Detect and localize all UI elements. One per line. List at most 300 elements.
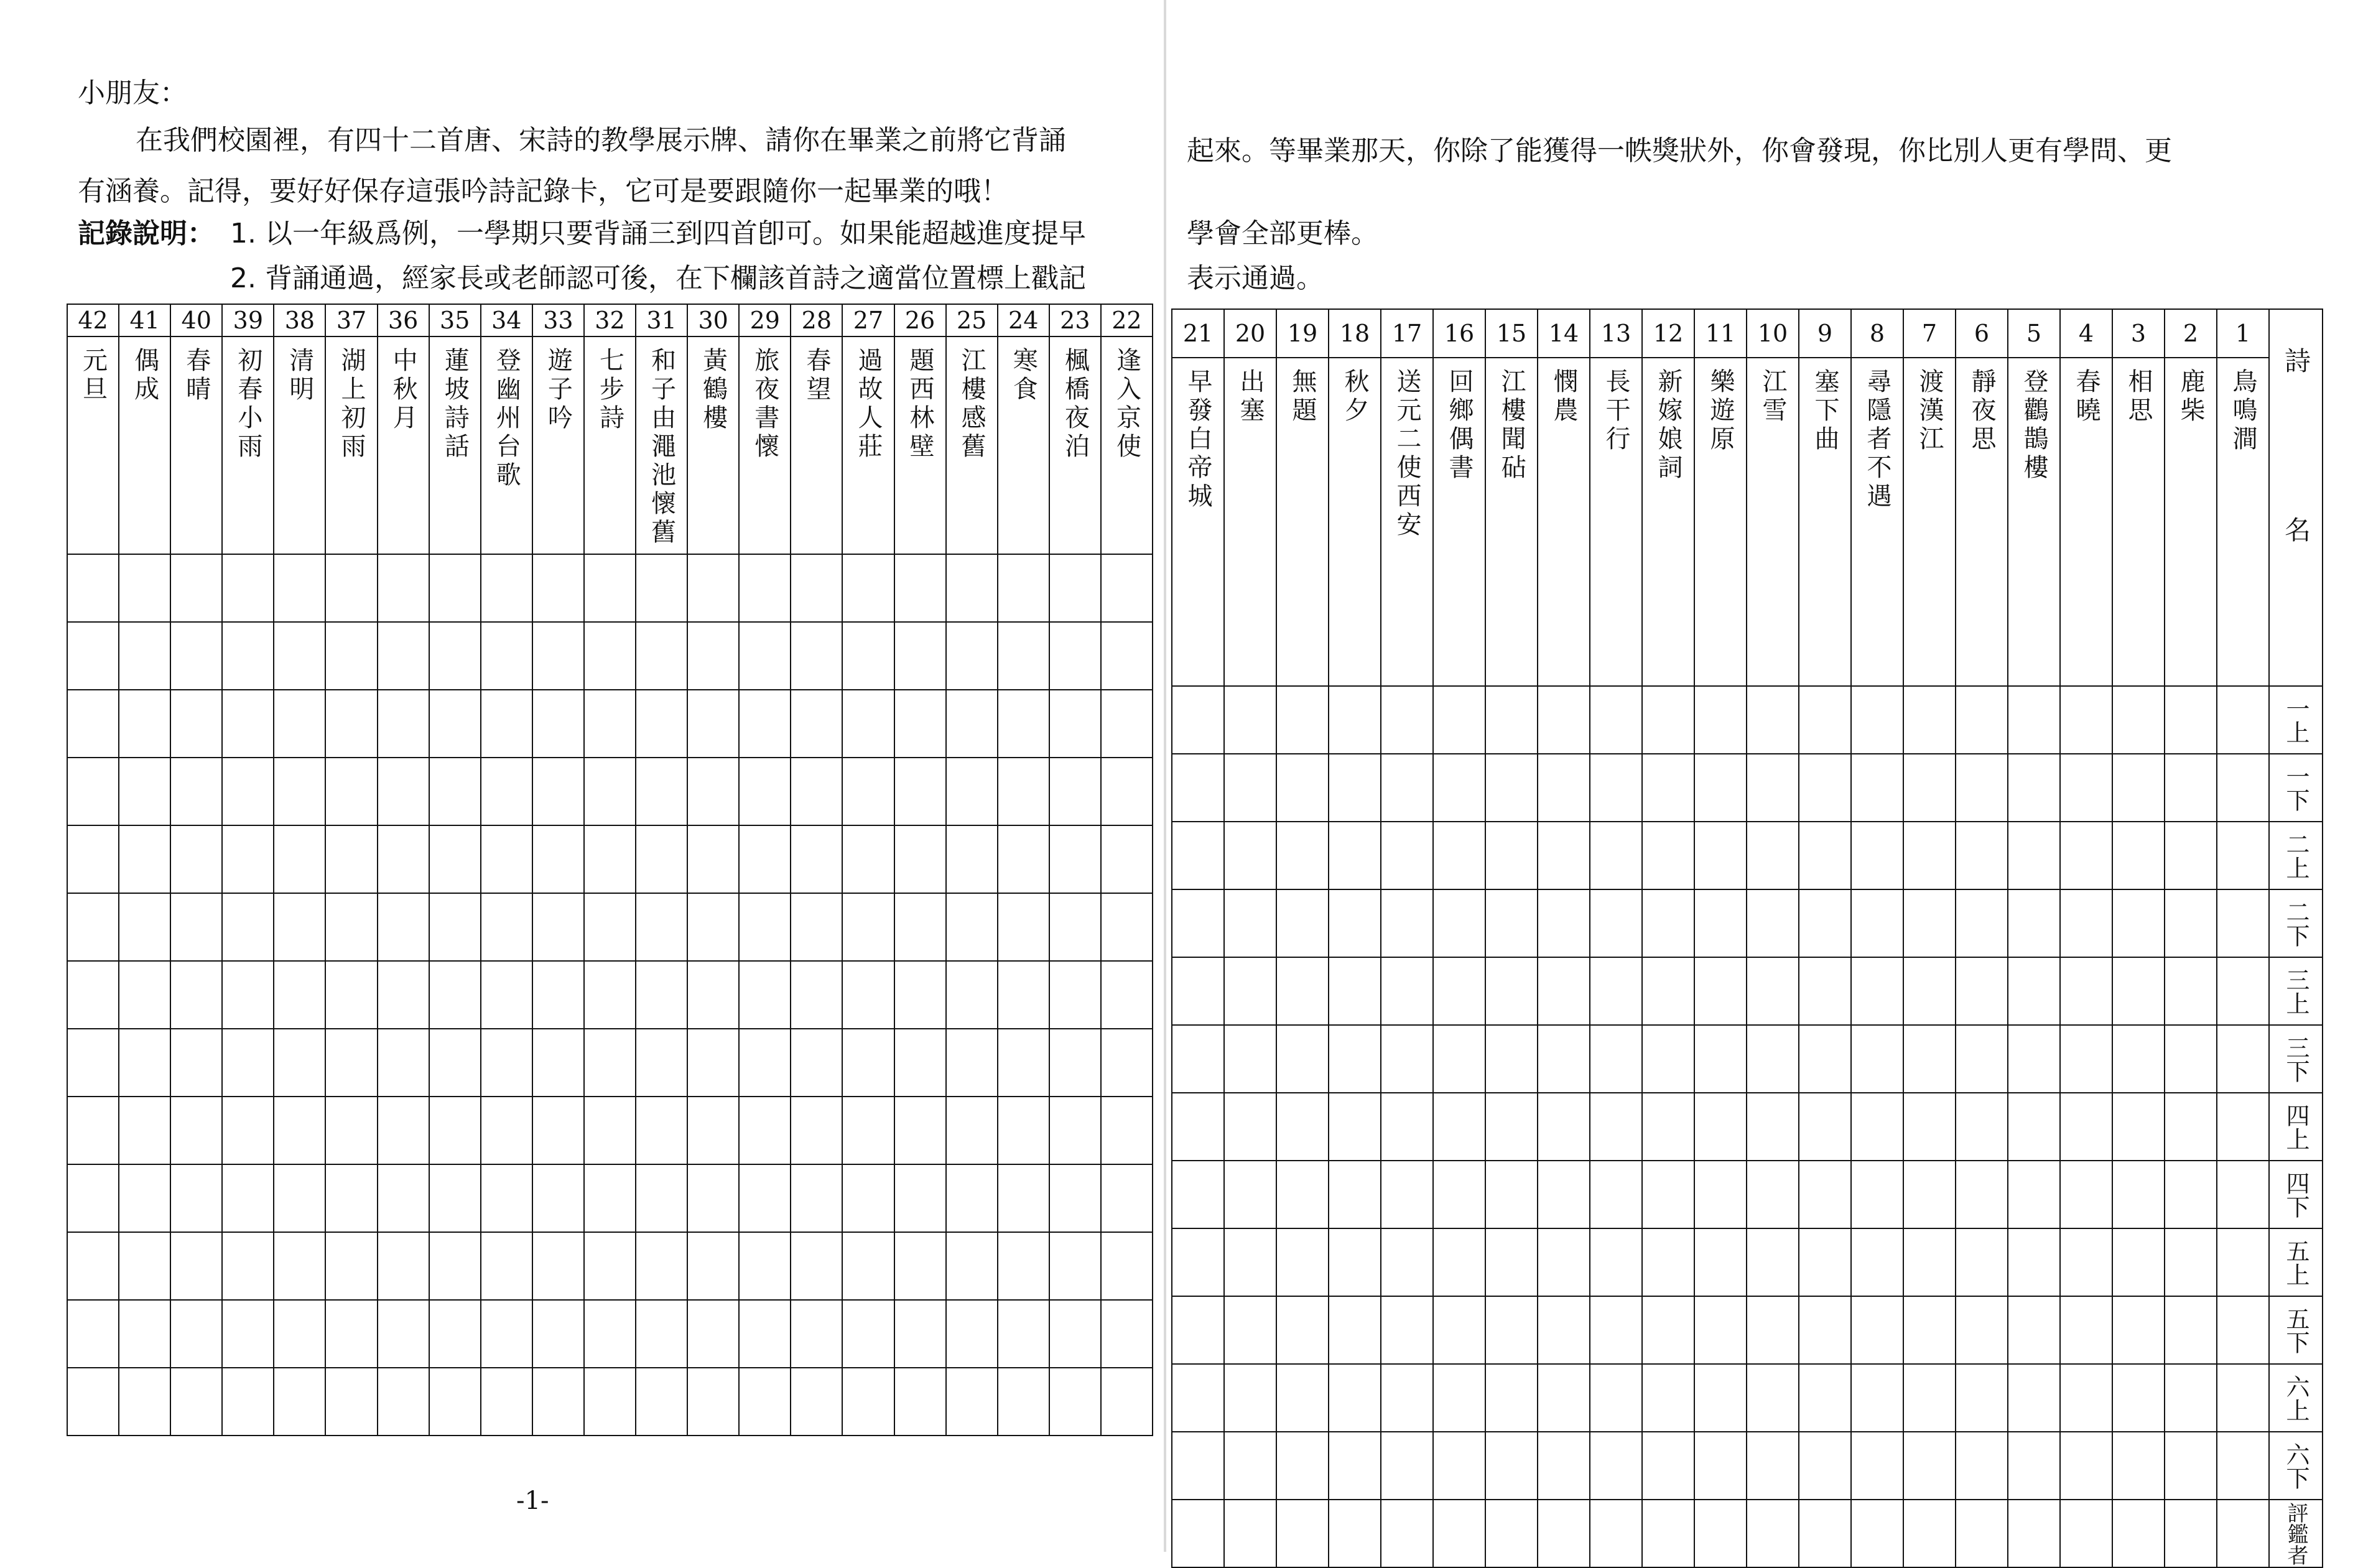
stamp-cell[interactable]: [1049, 1368, 1101, 1436]
stamp-cell[interactable]: [481, 961, 532, 1029]
stamp-cell[interactable]: [687, 1368, 739, 1436]
stamp-cell[interactable]: [894, 690, 946, 758]
stamp-cell[interactable]: [1747, 1500, 1799, 1567]
stamp-cell[interactable]: [1381, 1364, 1433, 1432]
stamp-cell[interactable]: [378, 1232, 429, 1300]
stamp-cell[interactable]: [2112, 822, 2165, 889]
stamp-cell[interactable]: [636, 690, 687, 758]
stamp-cell[interactable]: [170, 1097, 222, 1164]
stamp-cell[interactable]: [274, 1164, 325, 1232]
stamp-cell[interactable]: [1903, 1228, 1956, 1296]
stamp-cell[interactable]: [1172, 1296, 1224, 1364]
stamp-cell[interactable]: [1276, 1364, 1329, 1432]
stamp-cell[interactable]: [998, 825, 1049, 893]
stamp-cell[interactable]: [274, 622, 325, 690]
stamp-cell[interactable]: [1799, 1228, 1851, 1296]
stamp-cell[interactable]: [274, 758, 325, 825]
stamp-cell[interactable]: [1747, 822, 1799, 889]
stamp-cell[interactable]: [222, 825, 274, 893]
stamp-cell[interactable]: [429, 554, 481, 622]
stamp-cell[interactable]: [1101, 554, 1153, 622]
stamp-cell[interactable]: [170, 1029, 222, 1097]
stamp-cell[interactable]: [67, 825, 119, 893]
stamp-cell[interactable]: [1381, 1432, 1433, 1500]
stamp-cell[interactable]: [1433, 686, 1485, 754]
stamp-cell[interactable]: [894, 1232, 946, 1300]
stamp-cell[interactable]: [842, 1029, 894, 1097]
stamp-cell[interactable]: [378, 1029, 429, 1097]
stamp-cell[interactable]: [325, 1164, 377, 1232]
stamp-cell[interactable]: [1276, 889, 1329, 957]
stamp-cell[interactable]: [1224, 822, 1276, 889]
stamp-cell[interactable]: [1101, 825, 1153, 893]
stamp-cell[interactable]: [1851, 1364, 1903, 1432]
stamp-cell[interactable]: [1903, 1161, 1956, 1228]
stamp-cell[interactable]: [1101, 758, 1153, 825]
stamp-cell[interactable]: [1433, 1432, 1485, 1500]
stamp-cell[interactable]: [1224, 1025, 1276, 1093]
stamp-cell[interactable]: [998, 1368, 1049, 1436]
stamp-cell[interactable]: [429, 961, 481, 1029]
stamp-cell[interactable]: [170, 1232, 222, 1300]
stamp-cell[interactable]: [1433, 1296, 1485, 1364]
stamp-cell[interactable]: [1538, 1161, 1590, 1228]
stamp-cell[interactable]: [1381, 1228, 1433, 1296]
stamp-cell[interactable]: [378, 1164, 429, 1232]
stamp-cell[interactable]: [1642, 754, 1694, 822]
stamp-cell[interactable]: [1224, 1093, 1276, 1161]
stamp-cell[interactable]: [481, 1300, 532, 1368]
stamp-cell[interactable]: [842, 1368, 894, 1436]
stamp-cell[interactable]: [791, 1097, 842, 1164]
stamp-cell[interactable]: [1276, 1228, 1329, 1296]
stamp-cell[interactable]: [946, 1300, 998, 1368]
stamp-cell[interactable]: [2217, 957, 2269, 1025]
stamp-cell[interactable]: [636, 1164, 687, 1232]
stamp-cell[interactable]: [1694, 1296, 1747, 1364]
stamp-cell[interactable]: [1590, 1161, 1642, 1228]
stamp-cell[interactable]: [1538, 1025, 1590, 1093]
stamp-cell[interactable]: [1590, 1500, 1642, 1567]
stamp-cell[interactable]: [636, 758, 687, 825]
stamp-cell[interactable]: [1903, 889, 1956, 957]
stamp-cell[interactable]: [222, 554, 274, 622]
stamp-cell[interactable]: [584, 1368, 636, 1436]
stamp-cell[interactable]: [946, 758, 998, 825]
stamp-cell[interactable]: [1694, 686, 1747, 754]
stamp-cell[interactable]: [2217, 1093, 2269, 1161]
stamp-cell[interactable]: [739, 1368, 791, 1436]
stamp-cell[interactable]: [1049, 1029, 1101, 1097]
stamp-cell[interactable]: [1224, 754, 1276, 822]
stamp-cell[interactable]: [636, 622, 687, 690]
stamp-cell[interactable]: [1485, 1161, 1538, 1228]
stamp-cell[interactable]: [1538, 1228, 1590, 1296]
stamp-cell[interactable]: [429, 825, 481, 893]
stamp-cell[interactable]: [67, 622, 119, 690]
stamp-cell[interactable]: [1276, 686, 1329, 754]
stamp-cell[interactable]: [532, 825, 584, 893]
stamp-cell[interactable]: [1049, 1097, 1101, 1164]
stamp-cell[interactable]: [170, 1164, 222, 1232]
stamp-cell[interactable]: [119, 1097, 170, 1164]
stamp-cell[interactable]: [894, 1164, 946, 1232]
stamp-cell[interactable]: [2217, 754, 2269, 822]
stamp-cell[interactable]: [842, 825, 894, 893]
stamp-cell[interactable]: [1224, 1296, 1276, 1364]
stamp-cell[interactable]: [739, 1164, 791, 1232]
stamp-cell[interactable]: [584, 1164, 636, 1232]
stamp-cell[interactable]: [946, 1097, 998, 1164]
stamp-cell[interactable]: [1276, 754, 1329, 822]
stamp-cell[interactable]: [2165, 754, 2217, 822]
stamp-cell[interactable]: [894, 961, 946, 1029]
stamp-cell[interactable]: [532, 1368, 584, 1436]
stamp-cell[interactable]: [1903, 1093, 1956, 1161]
stamp-cell[interactable]: [274, 825, 325, 893]
stamp-cell[interactable]: [636, 825, 687, 893]
stamp-cell[interactable]: [378, 1097, 429, 1164]
stamp-cell[interactable]: [378, 1368, 429, 1436]
stamp-cell[interactable]: [1642, 889, 1694, 957]
stamp-cell[interactable]: [2217, 1296, 2269, 1364]
stamp-cell[interactable]: [2008, 1025, 2060, 1093]
stamp-cell[interactable]: [2112, 1228, 2165, 1296]
stamp-cell[interactable]: [325, 554, 377, 622]
stamp-cell[interactable]: [2217, 1161, 2269, 1228]
stamp-cell[interactable]: [325, 825, 377, 893]
stamp-cell[interactable]: [274, 1368, 325, 1436]
stamp-cell[interactable]: [894, 758, 946, 825]
stamp-cell[interactable]: [119, 1368, 170, 1436]
stamp-cell[interactable]: [2060, 889, 2112, 957]
stamp-cell[interactable]: [1747, 1364, 1799, 1432]
stamp-cell[interactable]: [67, 758, 119, 825]
stamp-cell[interactable]: [2112, 957, 2165, 1025]
stamp-cell[interactable]: [1276, 1500, 1329, 1567]
stamp-cell[interactable]: [1903, 754, 1956, 822]
stamp-cell[interactable]: [894, 1097, 946, 1164]
stamp-cell[interactable]: [222, 1300, 274, 1368]
stamp-cell[interactable]: [1329, 754, 1381, 822]
stamp-cell[interactable]: [429, 1097, 481, 1164]
stamp-cell[interactable]: [378, 893, 429, 961]
stamp-cell[interactable]: [2112, 754, 2165, 822]
stamp-cell[interactable]: [481, 758, 532, 825]
stamp-cell[interactable]: [1433, 1364, 1485, 1432]
stamp-cell[interactable]: [1956, 1364, 2008, 1432]
stamp-cell[interactable]: [998, 1300, 1049, 1368]
stamp-cell[interactable]: [1538, 754, 1590, 822]
stamp-cell[interactable]: [946, 825, 998, 893]
stamp-cell[interactable]: [532, 1232, 584, 1300]
stamp-cell[interactable]: [1485, 1500, 1538, 1567]
stamp-cell[interactable]: [791, 893, 842, 961]
stamp-cell[interactable]: [2008, 1228, 2060, 1296]
stamp-cell[interactable]: [1538, 1093, 1590, 1161]
stamp-cell[interactable]: [1433, 1025, 1485, 1093]
stamp-cell[interactable]: [1049, 961, 1101, 1029]
stamp-cell[interactable]: [1851, 889, 1903, 957]
stamp-cell[interactable]: [481, 1232, 532, 1300]
stamp-cell[interactable]: [1799, 822, 1851, 889]
stamp-cell[interactable]: [67, 893, 119, 961]
stamp-cell[interactable]: [1590, 1432, 1642, 1500]
stamp-cell[interactable]: [687, 825, 739, 893]
stamp-cell[interactable]: [1642, 1093, 1694, 1161]
stamp-cell[interactable]: [1956, 1296, 2008, 1364]
stamp-cell[interactable]: [636, 1368, 687, 1436]
stamp-cell[interactable]: [1433, 957, 1485, 1025]
stamp-cell[interactable]: [2165, 1364, 2217, 1432]
stamp-cell[interactable]: [119, 1300, 170, 1368]
stamp-cell[interactable]: [1799, 1161, 1851, 1228]
stamp-cell[interactable]: [998, 1029, 1049, 1097]
stamp-cell[interactable]: [1381, 1296, 1433, 1364]
stamp-cell[interactable]: [222, 1232, 274, 1300]
stamp-cell[interactable]: [532, 554, 584, 622]
stamp-cell[interactable]: [119, 825, 170, 893]
stamp-cell[interactable]: [739, 825, 791, 893]
stamp-cell[interactable]: [584, 825, 636, 893]
stamp-cell[interactable]: [1747, 1093, 1799, 1161]
stamp-cell[interactable]: [842, 758, 894, 825]
stamp-cell[interactable]: [481, 825, 532, 893]
stamp-cell[interactable]: [1956, 822, 2008, 889]
stamp-cell[interactable]: [2165, 1093, 2217, 1161]
stamp-cell[interactable]: [1747, 1228, 1799, 1296]
stamp-cell[interactable]: [1538, 1432, 1590, 1500]
stamp-cell[interactable]: [119, 893, 170, 961]
stamp-cell[interactable]: [1851, 1161, 1903, 1228]
stamp-cell[interactable]: [274, 1300, 325, 1368]
stamp-cell[interactable]: [1276, 1093, 1329, 1161]
stamp-cell[interactable]: [1903, 1296, 1956, 1364]
stamp-cell[interactable]: [2112, 1296, 2165, 1364]
stamp-cell[interactable]: [998, 690, 1049, 758]
stamp-cell[interactable]: [1799, 754, 1851, 822]
stamp-cell[interactable]: [2112, 1093, 2165, 1161]
stamp-cell[interactable]: [1276, 1161, 1329, 1228]
stamp-cell[interactable]: [2060, 1500, 2112, 1567]
stamp-cell[interactable]: [1329, 889, 1381, 957]
stamp-cell[interactable]: [739, 1097, 791, 1164]
stamp-cell[interactable]: [791, 1368, 842, 1436]
stamp-cell[interactable]: [842, 1232, 894, 1300]
stamp-cell[interactable]: [687, 758, 739, 825]
stamp-cell[interactable]: [1590, 889, 1642, 957]
stamp-cell[interactable]: [584, 622, 636, 690]
stamp-cell[interactable]: [1747, 1432, 1799, 1500]
stamp-cell[interactable]: [1172, 889, 1224, 957]
stamp-cell[interactable]: [1381, 889, 1433, 957]
stamp-cell[interactable]: [1851, 1228, 1903, 1296]
stamp-cell[interactable]: [1485, 1432, 1538, 1500]
stamp-cell[interactable]: [2008, 1161, 2060, 1228]
stamp-cell[interactable]: [791, 622, 842, 690]
stamp-cell[interactable]: [1747, 889, 1799, 957]
stamp-cell[interactable]: [2008, 1093, 2060, 1161]
stamp-cell[interactable]: [1329, 1228, 1381, 1296]
stamp-cell[interactable]: [2060, 957, 2112, 1025]
stamp-cell[interactable]: [1538, 889, 1590, 957]
stamp-cell[interactable]: [791, 554, 842, 622]
stamp-cell[interactable]: [739, 1029, 791, 1097]
stamp-cell[interactable]: [946, 622, 998, 690]
stamp-cell[interactable]: [1381, 1500, 1433, 1567]
stamp-cell[interactable]: [1049, 622, 1101, 690]
stamp-cell[interactable]: [739, 554, 791, 622]
stamp-cell[interactable]: [1172, 1093, 1224, 1161]
stamp-cell[interactable]: [998, 554, 1049, 622]
stamp-cell[interactable]: [1851, 957, 1903, 1025]
stamp-cell[interactable]: [1747, 1161, 1799, 1228]
stamp-cell[interactable]: [1433, 822, 1485, 889]
stamp-cell[interactable]: [1956, 1500, 2008, 1567]
stamp-cell[interactable]: [739, 893, 791, 961]
stamp-cell[interactable]: [1381, 822, 1433, 889]
stamp-cell[interactable]: [584, 690, 636, 758]
stamp-cell[interactable]: [584, 1029, 636, 1097]
stamp-cell[interactable]: [842, 961, 894, 1029]
stamp-cell[interactable]: [1049, 1164, 1101, 1232]
stamp-cell[interactable]: [1538, 1296, 1590, 1364]
stamp-cell[interactable]: [584, 758, 636, 825]
stamp-cell[interactable]: [2112, 889, 2165, 957]
stamp-cell[interactable]: [584, 1097, 636, 1164]
stamp-cell[interactable]: [2060, 1025, 2112, 1093]
stamp-cell[interactable]: [67, 1029, 119, 1097]
stamp-cell[interactable]: [791, 690, 842, 758]
stamp-cell[interactable]: [687, 1097, 739, 1164]
stamp-cell[interactable]: [1101, 1097, 1153, 1164]
stamp-cell[interactable]: [429, 1029, 481, 1097]
stamp-cell[interactable]: [842, 893, 894, 961]
stamp-cell[interactable]: [946, 1029, 998, 1097]
stamp-cell[interactable]: [1903, 1432, 1956, 1500]
stamp-cell[interactable]: [1329, 957, 1381, 1025]
stamp-cell[interactable]: [1329, 822, 1381, 889]
stamp-cell[interactable]: [1172, 1432, 1224, 1500]
stamp-cell[interactable]: [119, 961, 170, 1029]
stamp-cell[interactable]: [739, 1300, 791, 1368]
stamp-cell[interactable]: [2060, 1364, 2112, 1432]
stamp-cell[interactable]: [1956, 1432, 2008, 1500]
stamp-cell[interactable]: [481, 1368, 532, 1436]
stamp-cell[interactable]: [1694, 822, 1747, 889]
stamp-cell[interactable]: [998, 893, 1049, 961]
stamp-cell[interactable]: [170, 961, 222, 1029]
stamp-cell[interactable]: [222, 1097, 274, 1164]
stamp-cell[interactable]: [1329, 1296, 1381, 1364]
stamp-cell[interactable]: [378, 758, 429, 825]
stamp-cell[interactable]: [1433, 1093, 1485, 1161]
stamp-cell[interactable]: [946, 893, 998, 961]
stamp-cell[interactable]: [170, 622, 222, 690]
stamp-cell[interactable]: [739, 758, 791, 825]
stamp-cell[interactable]: [2165, 1500, 2217, 1567]
stamp-cell[interactable]: [2217, 686, 2269, 754]
stamp-cell[interactable]: [2165, 1025, 2217, 1093]
stamp-cell[interactable]: [1956, 1161, 2008, 1228]
stamp-cell[interactable]: [739, 622, 791, 690]
stamp-cell[interactable]: [687, 622, 739, 690]
stamp-cell[interactable]: [532, 1300, 584, 1368]
stamp-cell[interactable]: [429, 622, 481, 690]
stamp-cell[interactable]: [119, 554, 170, 622]
stamp-cell[interactable]: [894, 893, 946, 961]
stamp-cell[interactable]: [119, 690, 170, 758]
stamp-cell[interactable]: [532, 690, 584, 758]
stamp-cell[interactable]: [1381, 754, 1433, 822]
stamp-cell[interactable]: [1538, 1500, 1590, 1567]
stamp-cell[interactable]: [67, 1300, 119, 1368]
stamp-cell[interactable]: [1799, 1296, 1851, 1364]
stamp-cell[interactable]: [2008, 889, 2060, 957]
stamp-cell[interactable]: [584, 1232, 636, 1300]
stamp-cell[interactable]: [1694, 1432, 1747, 1500]
stamp-cell[interactable]: [842, 1164, 894, 1232]
stamp-cell[interactable]: [1642, 822, 1694, 889]
stamp-cell[interactable]: [1799, 1364, 1851, 1432]
stamp-cell[interactable]: [325, 1232, 377, 1300]
stamp-cell[interactable]: [325, 690, 377, 758]
stamp-cell[interactable]: [170, 1300, 222, 1368]
stamp-cell[interactable]: [274, 1097, 325, 1164]
stamp-cell[interactable]: [1694, 889, 1747, 957]
stamp-cell[interactable]: [1276, 822, 1329, 889]
stamp-cell[interactable]: [2165, 1228, 2217, 1296]
stamp-cell[interactable]: [584, 961, 636, 1029]
stamp-cell[interactable]: [119, 1232, 170, 1300]
stamp-cell[interactable]: [1224, 889, 1276, 957]
stamp-cell[interactable]: [1642, 1228, 1694, 1296]
stamp-cell[interactable]: [481, 554, 532, 622]
stamp-cell[interactable]: [2112, 1500, 2165, 1567]
stamp-cell[interactable]: [222, 1368, 274, 1436]
stamp-cell[interactable]: [1694, 1161, 1747, 1228]
stamp-cell[interactable]: [1538, 957, 1590, 1025]
stamp-cell[interactable]: [67, 1368, 119, 1436]
stamp-cell[interactable]: [1101, 1232, 1153, 1300]
stamp-cell[interactable]: [325, 1029, 377, 1097]
stamp-cell[interactable]: [1694, 957, 1747, 1025]
stamp-cell[interactable]: [222, 961, 274, 1029]
stamp-cell[interactable]: [2060, 1161, 2112, 1228]
stamp-cell[interactable]: [894, 622, 946, 690]
stamp-cell[interactable]: [1172, 1500, 1224, 1567]
stamp-cell[interactable]: [1642, 1500, 1694, 1567]
stamp-cell[interactable]: [687, 554, 739, 622]
stamp-cell[interactable]: [894, 1300, 946, 1368]
stamp-cell[interactable]: [1851, 1296, 1903, 1364]
stamp-cell[interactable]: [998, 1097, 1049, 1164]
stamp-cell[interactable]: [481, 690, 532, 758]
stamp-cell[interactable]: [1642, 1025, 1694, 1093]
stamp-cell[interactable]: [1799, 957, 1851, 1025]
stamp-cell[interactable]: [119, 758, 170, 825]
stamp-cell[interactable]: [1172, 686, 1224, 754]
stamp-cell[interactable]: [119, 1029, 170, 1097]
stamp-cell[interactable]: [119, 622, 170, 690]
stamp-cell[interactable]: [1799, 1500, 1851, 1567]
stamp-cell[interactable]: [222, 1164, 274, 1232]
stamp-cell[interactable]: [1485, 889, 1538, 957]
stamp-cell[interactable]: [2165, 889, 2217, 957]
stamp-cell[interactable]: [1049, 825, 1101, 893]
stamp-cell[interactable]: [791, 1029, 842, 1097]
stamp-cell[interactable]: [1049, 1300, 1101, 1368]
